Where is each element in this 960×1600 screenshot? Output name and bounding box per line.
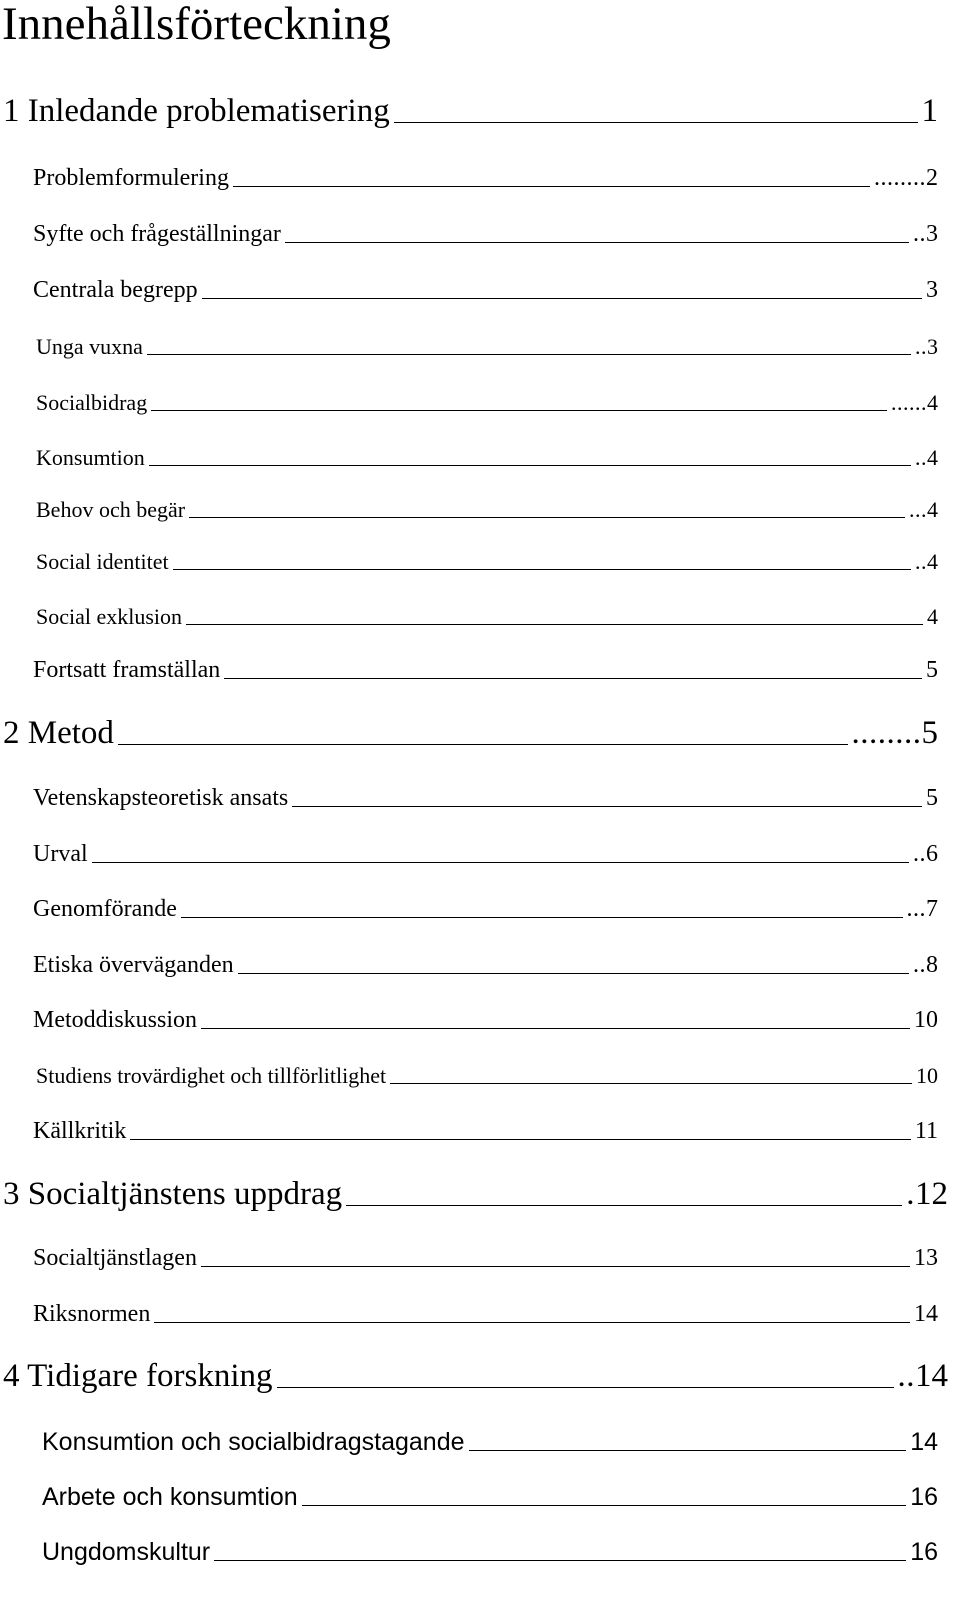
toc-entry-label: Genomförande bbox=[33, 896, 177, 922]
toc-subsection-studiens-trovardighet[interactable] bbox=[36, 1063, 938, 1089]
toc-entry-label: Syfte och frågeställningar bbox=[33, 221, 281, 247]
toc-section-vetenskapsteoretisk-ansats[interactable] bbox=[33, 784, 938, 813]
toc-page-number: 3 bbox=[927, 334, 938, 359]
toc-entry-label: Riksnormen bbox=[33, 1301, 151, 1327]
toc-subsection-konsumtion[interactable] bbox=[36, 445, 938, 471]
toc-page-number: 12 bbox=[915, 1176, 948, 1212]
toc-page-number: 5 bbox=[926, 785, 938, 811]
toc-page-number: 4 bbox=[927, 390, 938, 415]
toc-subsection-social-identitet[interactable] bbox=[36, 549, 938, 575]
toc-page-number: 14 bbox=[915, 1358, 948, 1394]
toc-leader-dots: ...... bbox=[891, 390, 927, 415]
toc-entry-label: Behov och begär bbox=[36, 497, 186, 522]
toc-entry-label: Arbete och konsumtion bbox=[42, 1483, 298, 1511]
toc-section-urval[interactable] bbox=[33, 840, 938, 869]
toc-page-number: 6 bbox=[926, 841, 938, 867]
toc-page-number: 7 bbox=[926, 896, 938, 922]
toc-page-number: 3 bbox=[926, 221, 938, 247]
toc-subsection-social-exklusion[interactable] bbox=[36, 604, 938, 630]
toc-entry-label: Vetenskapsteoretisk ansats bbox=[33, 785, 289, 811]
toc-leader-line bbox=[150, 1300, 914, 1329]
toc-leader-dots: .. bbox=[915, 445, 927, 470]
toc-section-metoddiskussion[interactable] bbox=[33, 1006, 938, 1035]
toc-leader-dots: .. bbox=[913, 841, 926, 867]
toc-chapter-3-socialtjanstens-uppdrag[interactable] bbox=[3, 1174, 948, 1214]
toc-leader-dots: .. bbox=[915, 549, 927, 574]
toc-section-fortsatt-framstallan[interactable] bbox=[33, 656, 938, 685]
toc-section-problemformulering[interactable] bbox=[33, 164, 938, 193]
toc-page-number: 11 bbox=[914, 1118, 938, 1144]
toc-leader-line bbox=[210, 1537, 910, 1567]
toc-page-number: 1 bbox=[921, 93, 938, 129]
toc-entry-label: Socialtjänstlagen bbox=[33, 1245, 197, 1271]
toc-leader-line bbox=[229, 164, 874, 193]
toc-section-ungdomskultur[interactable] bbox=[42, 1537, 938, 1567]
toc-leader-line bbox=[88, 840, 913, 869]
toc-page-number: 4 bbox=[927, 549, 938, 574]
toc-section-arbete-och-konsumtion[interactable] bbox=[42, 1482, 938, 1512]
toc-leader-line bbox=[197, 1006, 914, 1035]
toc-section-kallkritik[interactable] bbox=[33, 1117, 938, 1146]
toc-page-number: 10 bbox=[914, 1007, 938, 1033]
toc-leader-line bbox=[182, 604, 927, 630]
toc-section-riksnormen[interactable] bbox=[33, 1300, 938, 1329]
toc-leader-dots: ........ bbox=[874, 165, 926, 191]
toc-entry-label: Metoddiskussion bbox=[33, 1007, 198, 1033]
toc-chapter-4-tidigare-forskning[interactable] bbox=[3, 1356, 948, 1396]
toc-page-number: 4 bbox=[927, 604, 938, 629]
toc-leader-line bbox=[234, 951, 913, 980]
toc-subsection-socialbidrag[interactable] bbox=[36, 390, 938, 416]
toc-page-number: 4 bbox=[927, 445, 938, 470]
toc-page-number: 14 bbox=[910, 1428, 938, 1456]
toc-page-number: 2 bbox=[926, 165, 938, 191]
toc-entry-label: Unga vuxna bbox=[36, 334, 143, 359]
toc-entry-label: Social exklusion bbox=[36, 604, 183, 629]
toc-leader-line bbox=[126, 1117, 915, 1146]
toc-leader-dots: .. bbox=[915, 334, 927, 359]
toc-leader-line bbox=[143, 334, 915, 360]
toc-page-number: 4 bbox=[927, 497, 938, 522]
toc-page-number: 5 bbox=[926, 657, 938, 683]
toc-entry-label: Konsumtion och socialbidragstagande bbox=[42, 1428, 465, 1456]
toc-entry-label: 4 Tidigare forskning bbox=[3, 1358, 273, 1394]
toc-page-number: 14 bbox=[914, 1301, 938, 1327]
toc-leader-dots: ........ bbox=[851, 715, 922, 751]
toc-chapter-1-inledande-problematisering[interactable] bbox=[3, 91, 938, 131]
toc-section-etiska-overvaganden[interactable] bbox=[33, 951, 938, 980]
toc-leader-dots: ... bbox=[909, 497, 927, 522]
toc-entry-label: Social identitet bbox=[36, 549, 169, 574]
toc-entry-label: Urval bbox=[33, 841, 88, 867]
toc-entry-label: Källkritik bbox=[33, 1118, 127, 1144]
toc-entry-label: Etiska överväganden bbox=[33, 952, 234, 978]
toc-leader-line bbox=[298, 1482, 910, 1512]
toc-section-konsumtion-och-socialbidragstagande[interactable] bbox=[42, 1427, 938, 1457]
toc-page-number: 13 bbox=[914, 1245, 938, 1271]
toc-entry-label: Fortsatt framställan bbox=[33, 657, 221, 683]
toc-leader-dots: .. bbox=[913, 952, 926, 978]
toc-leader-line bbox=[147, 390, 891, 416]
toc-leader-line bbox=[185, 497, 909, 523]
toc-entry-label: 2 Metod bbox=[3, 715, 114, 751]
toc-subsection-unga-vuxna[interactable] bbox=[36, 334, 938, 360]
toc-entry-label: 3 Socialtjänstens uppdrag bbox=[3, 1176, 343, 1212]
toc-section-syfte-och-fragestallningar[interactable] bbox=[33, 220, 938, 249]
toc-subsection-behov-och-begar[interactable] bbox=[36, 497, 938, 523]
toc-page-number: 5 bbox=[921, 715, 938, 751]
toc-entry-label: Socialbidrag bbox=[36, 390, 148, 415]
toc-leader-line bbox=[342, 1174, 906, 1214]
toc-leader-line bbox=[386, 1063, 916, 1089]
toc-entry-label: Ungdomskultur bbox=[42, 1538, 211, 1566]
toc-leader-line bbox=[273, 1356, 898, 1396]
toc-page-number: 16 bbox=[910, 1538, 938, 1566]
toc-entry-label: Konsumtion bbox=[36, 445, 145, 470]
toc-page-number: 10 bbox=[916, 1063, 938, 1088]
toc-leader-dots: .. bbox=[913, 221, 926, 247]
toc-leader-line bbox=[220, 656, 926, 685]
toc-leader-line bbox=[390, 91, 922, 131]
toc-page-number: 3 bbox=[926, 277, 938, 303]
toc-leader-line bbox=[198, 276, 926, 305]
toc-leader-line bbox=[197, 1244, 914, 1273]
toc-entry-label: Centrala begrepp bbox=[33, 277, 198, 303]
toc-leader-line bbox=[145, 445, 915, 471]
toc-leader-line bbox=[288, 784, 926, 813]
toc-section-genomforande[interactable] bbox=[33, 895, 938, 924]
toc-entry-label: Studiens trovärdighet och tillförlitlighet bbox=[36, 1063, 387, 1088]
toc-page-number: 8 bbox=[926, 952, 938, 978]
toc-leader-dots: .. bbox=[897, 1358, 915, 1394]
toc-leader-line bbox=[114, 713, 852, 753]
page-title: Innehållsförteckning bbox=[2, 0, 391, 50]
toc-section-centrala-begrepp[interactable] bbox=[33, 276, 938, 305]
toc-section-socialtjanstlagen[interactable] bbox=[33, 1244, 938, 1273]
toc-entry-label: Problemformulering bbox=[33, 165, 229, 191]
toc-chapter-2-metod[interactable] bbox=[3, 713, 938, 753]
toc-leader-dots: ... bbox=[906, 896, 926, 922]
toc-leader-line bbox=[281, 220, 913, 249]
toc-leader-line bbox=[465, 1427, 911, 1457]
toc-leader-dots: . bbox=[906, 1176, 915, 1212]
toc-entry-label: 1 Inledande problematisering bbox=[3, 93, 390, 129]
toc-leader-line bbox=[169, 549, 915, 575]
toc-leader-line bbox=[177, 895, 907, 924]
toc-page-number: 16 bbox=[910, 1483, 938, 1511]
